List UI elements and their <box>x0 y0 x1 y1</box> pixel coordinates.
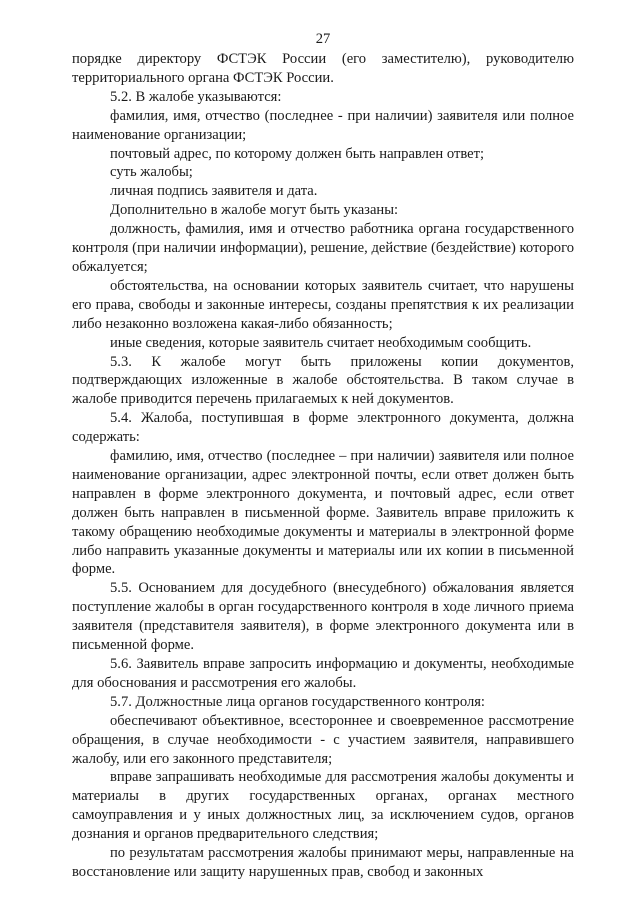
paragraph: обстоятельства, на основании которых заявитель считает, что нарушены его права, свободы и законные интересы, созданы препятствия к их реализации либо незаконно возложена какая-либо обязанность; <box>72 277 574 332</box>
paragraph: 5.4. Жалоба, поступившая в форме электронного документа, должна содержать: <box>72 410 574 446</box>
paragraph: вправе запрашивать необходимые для рассмотрения жалобы документы и материалы в других государственных органах, органах местного самоуправления и у иных должностных лиц, за исключением судов, органов дознания и органов предварительного следствия; <box>72 769 574 843</box>
page-number: 27 <box>315 31 331 47</box>
paragraph: порядке директору ФСТЭК России (его заместителю), руководителю территориального органа ФСТЭК России. <box>72 51 574 86</box>
paragraph: личная подпись заявителя и дата. <box>110 183 318 200</box>
paragraph: иные сведения, которые заявитель считает необходимым сообщить. <box>110 334 532 351</box>
paragraph: 5.3. К жалобе могут быть приложены копии документов, подтверждающих изложенные в жалобе обстоятельства. В таком случае в жалобе приводится перечень прилагаемых к ней документов. <box>72 353 574 408</box>
paragraph: 5.7. Должностные лица органов государственного контроля: <box>110 693 485 710</box>
paragraph: почтовый адрес, по которому должен быть направлен ответ; <box>110 145 485 162</box>
paragraph: 5.6. Заявитель вправе запросить информацию и документы, необходимые для обоснования и рассмотрения его жалобы. <box>72 656 574 691</box>
paragraph: по результатам рассмотрения жалобы принимают меры, направленные на восстановление или защиту нарушенных прав, свобод и законных <box>72 845 574 880</box>
paragraph: фамилия, имя, отчество (последнее - при наличии) заявителя или полное наименование организации; <box>72 107 574 143</box>
paragraph: обеспечивают объективное, всестороннее и своевременное рассмотрение обращения, в случае необходимости - с участием заявителя, направившего жалобу, или его законного представителя; <box>72 712 574 767</box>
paragraph: 5.2. В жалобе указываются: <box>110 88 282 105</box>
document-page <box>72 30 574 882</box>
paragraph: должность, фамилия, имя и отчество работника органа государственного контроля (при наличии информации), решение, действие (бездействие) которого обжалуется; <box>72 221 574 275</box>
paragraph: Дополнительно в жалобе могут быть указаны: <box>110 202 399 219</box>
paragraph: суть жалобы; <box>110 164 193 181</box>
paragraph: фамилию, имя, отчество (последнее – при наличии) заявителя или полное наименование организации, адрес электронной почты, если ответ должен быть направлен в форме электронного документа, и почтовый адрес, если ответ должен быть направлен в письменной форме. Заявитель вправе приложить к такому обращению необходимые документы и материалы в электронной форме либо направить указанные документы и материалы или их копии в письменной форме. <box>72 448 574 578</box>
paragraph: 5.5. Основанием для досудебного (внесудебного) обжалования является поступление жалобы в орган государственного контроля в ходе личного приема заявителя (представителя заявителя), в форме электронного документа или в письменной форме. <box>72 580 574 654</box>
